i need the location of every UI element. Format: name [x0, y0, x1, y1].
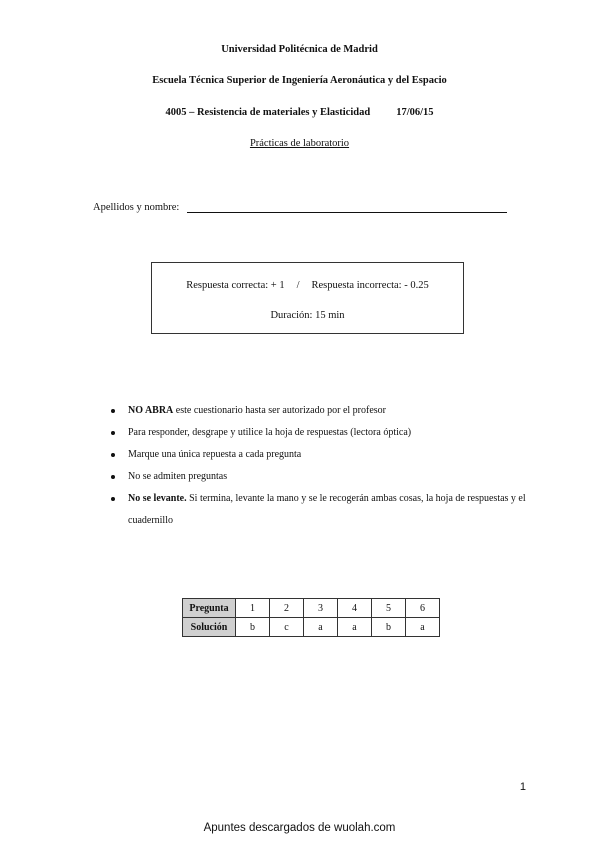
- instruction-item: [118, 444, 538, 466]
- school-title: Escuela Técnica Superior de Ingeniería Aeronáutica y del Espacio: [152, 75, 447, 86]
- score-separator: /: [296, 280, 300, 291]
- solution-cell: a: [406, 618, 440, 637]
- instruction-item: [118, 488, 538, 532]
- name-field-line[interactable]: [187, 212, 507, 213]
- scoring-line: [152, 280, 463, 291]
- solution-cell: a: [338, 618, 372, 637]
- incorrect-score: Respuesta incorrecta: - 0.25: [311, 280, 429, 291]
- question-number: 3: [304, 599, 338, 618]
- correct-score: Respuesta correcta: + 1: [186, 280, 285, 291]
- instruction-text: Para responder, desgrape y utilice la hoja de respuestas (lectora óptica): [128, 427, 412, 438]
- solution-cell: c: [270, 618, 304, 637]
- question-number: 6: [406, 599, 440, 618]
- instruction-item: [118, 422, 538, 444]
- instruction-text: este cuestionario hasta ser autorizado por el profesor: [173, 405, 386, 416]
- scoring-box: [151, 262, 464, 334]
- course-name: 4005 – Resistencia de materiales y Elasticidad: [165, 107, 371, 118]
- page-number: 1: [519, 781, 526, 793]
- course-line: [0, 107, 599, 118]
- instruction-item: [118, 466, 538, 488]
- exam-date: 17/06/15: [396, 107, 434, 118]
- question-number: 2: [270, 599, 304, 618]
- question-row: [183, 599, 440, 618]
- solution-row: [183, 618, 440, 637]
- question-number: 5: [372, 599, 406, 618]
- duration: Duración: 15 min: [270, 310, 345, 321]
- university-title: Universidad Politécnica de Madrid: [221, 44, 378, 55]
- instruction-bold: No se levante.: [128, 493, 187, 504]
- question-row-header: Pregunta: [183, 599, 236, 618]
- instruction-text: Si termina, levante la mano y se le recogerán ambas cosas, la hoja de respuestas y el cuadernillo: [128, 493, 526, 526]
- instruction-text: Marque una única repuesta a cada pregunta: [128, 449, 302, 460]
- question-number: 1: [236, 599, 270, 618]
- section-title: Prácticas de laboratorio: [249, 138, 350, 149]
- instructions-list: [118, 400, 538, 532]
- answer-table: [182, 598, 440, 637]
- instruction-text: No se admiten preguntas: [128, 471, 228, 482]
- instruction-bold: NO ABRA: [128, 405, 174, 416]
- solution-cell: a: [304, 618, 338, 637]
- instruction-item: [118, 400, 538, 422]
- name-label: Apellidos y nombre:: [93, 202, 180, 213]
- solution-row-header: Solución: [183, 618, 236, 637]
- solution-cell: b: [372, 618, 406, 637]
- solution-cell: b: [236, 618, 270, 637]
- footer-text: Apuntes descargados de wuolah.com: [203, 822, 396, 834]
- question-number: 4: [338, 599, 372, 618]
